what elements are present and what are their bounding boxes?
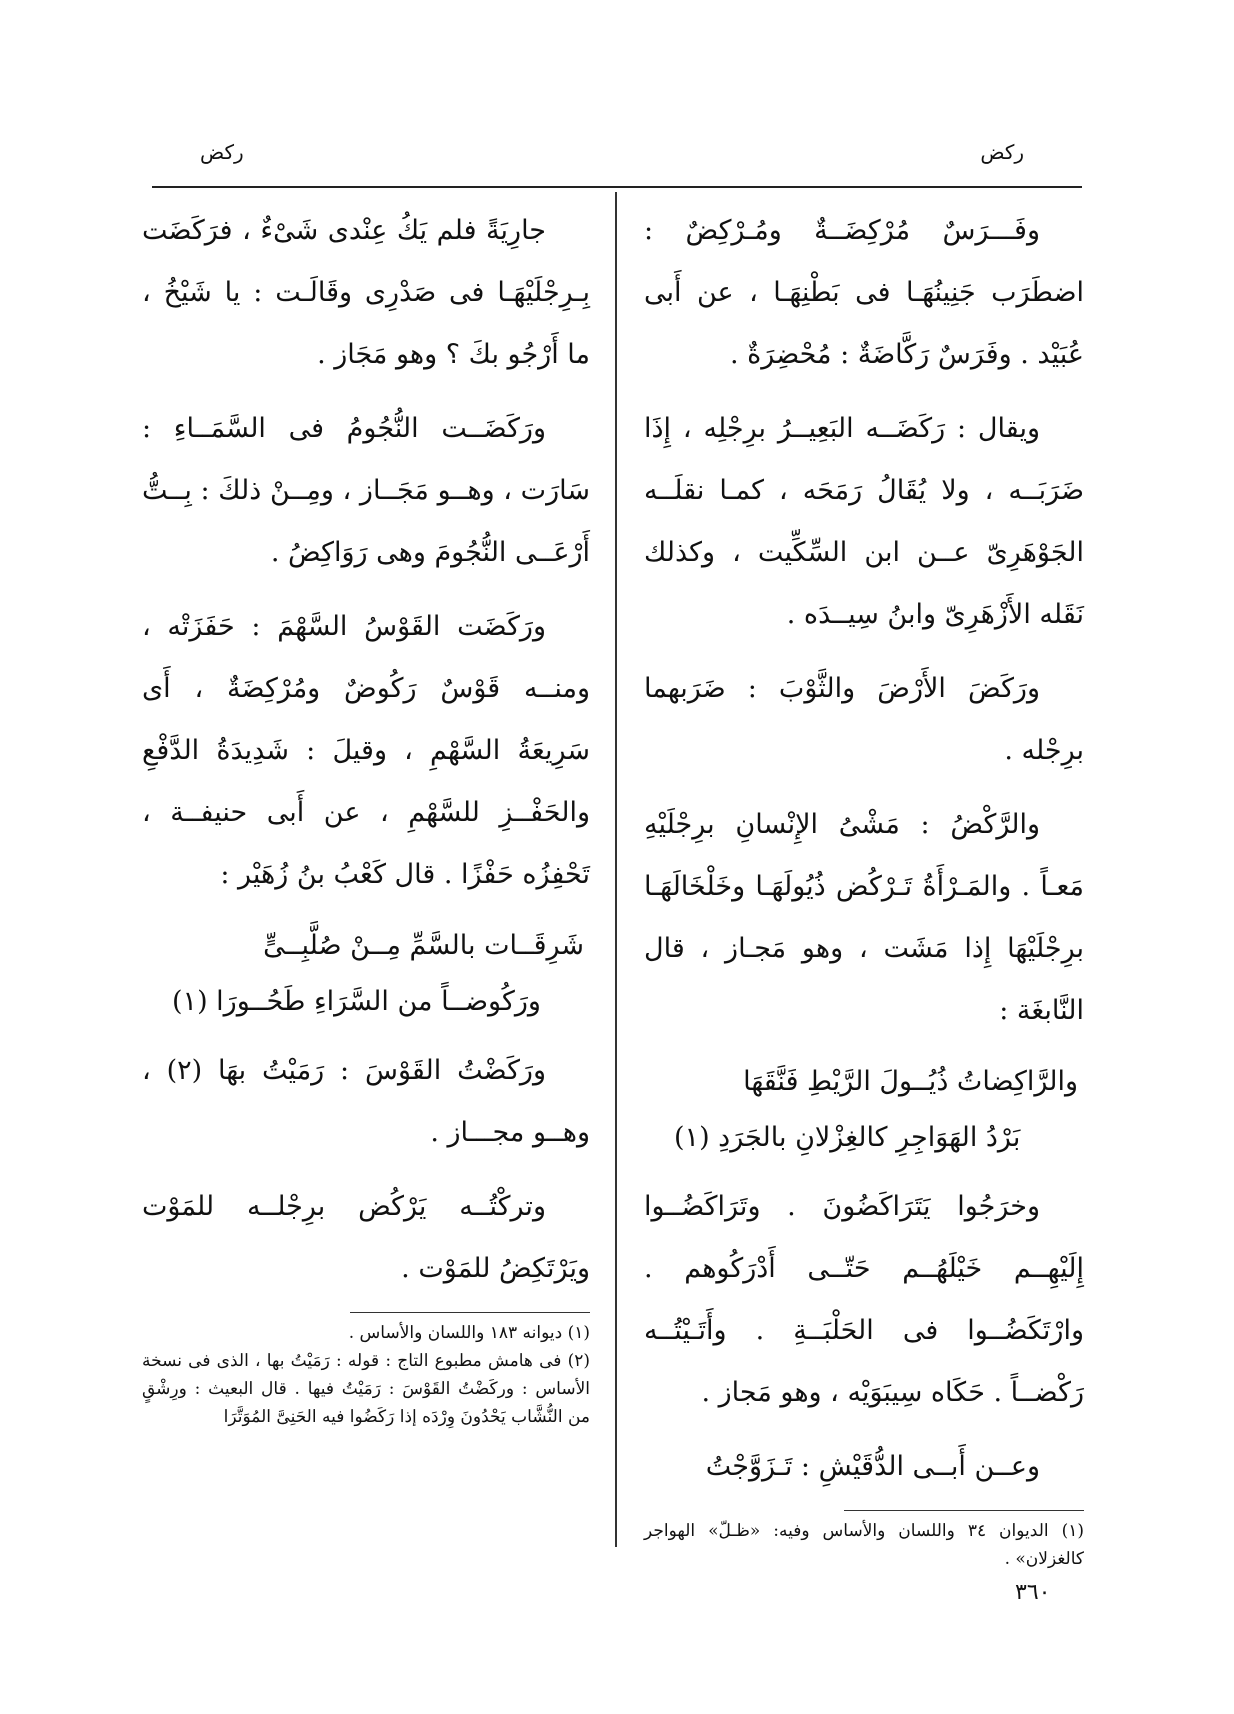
poem-verse [644,1054,1084,1166]
entry-paragraph: ورَكَضَت القَوْسُ السَّهْمَ : حَفَزَتْه ، ومنــه قَوْسٌ رَكُوضٌ ومُرْكِضَةٌ ، أَى سَرِيعَةُ السَّهْمِ ، وقيلَ : شَدِيدَةُ الدَّفْعِ والحَفْــزِ للسَّهْمِ ، عن أَبى حنيفــة ، تَحْفِزُه حَفْزًا . قال كَعْبُ بنُ زُهَيْر : [142,611,590,890]
footnote: (٢) فى هامش مطبوع التاج : قوله : رَمَيْتُ بها ، الذى فى نسخة الأساس : وركَضْتُ القَوْسَ : رَمَيْتُ فيها . قال البعيث : ورِشْقٍ من النُّشَّاب يَحْدُونَ وِرْدَه إذا رَكَضُوا فيه الحَنِىَّ المُوَتَّرَا [142,1351,590,1427]
entry-paragraph: وتركْتُــه يَرْكُض برِجْلــه للمَوْت ويَرْتَكِضُ للمَوْت . [142,1191,590,1284]
entry-paragraph: وعــن أَبــى الدُّقَيْشِ : تَـزَوَّجْتُ [705,1451,1040,1482]
footnote-rule [350,1312,590,1313]
entry-paragraph: ويقال : رَكَضَــه البَعِيــرُ برِجْلِه ، إِذَا ضَرَبَــه ، ولا يُقَالُ رَمَحَه ، كمـا نقلَــه الجَوْهَرِىّ عــن ابن السِّكِّيت ، وكذلك نَقَله الأَزْهَرِىّ وابنُ سِيــدَه . [644,413,1084,630]
header-rule [152,186,1082,188]
footnote: (١) ديوانه ١٨٣ واللسان والأساس . [348,1323,590,1343]
entry-paragraph: وفَـــرَسٌ مُرْكِضَــةٌ ومُـرْكِضٌ : اضطَرَب جَنِينُهَـا فى بَطْنِهَـا ، عن أَبى عُبَيْد . وفَرَسٌ رَكَّاضَةٌ : مُحْضِرَةٌ . [644,215,1084,370]
page-number: ٣٦٠ [1015,1580,1051,1605]
footnote: (١) الديوان ٣٤ واللسان والأساس وفيه: «ظـلّ» الهواجر كالغزلان» . [644,1521,1084,1569]
left-column [142,200,590,1431]
verse-hemistich-second: بَرْدُ الهَوَاجِرِ كالغِزْلانِ بالجَرَدِ (١) [674,1122,1021,1153]
running-header-left: ركض [200,140,244,164]
poem-verse [142,918,590,1030]
entry-paragraph: ورَكَضْتُ القَوْسَ : رَمَيْتُ بهَا (٢) ، وهــو مجـــاز . [142,1055,590,1148]
verse-hemistich-first: شَرِقَــات بالسَّمِّ مِــنْ صُلَّبِــىٍّ [263,930,584,961]
entry-paragraph: ورَكَضَــت النُّجُومُ فى السَّمَــاءِ : سَارَت ، وهــو مَجَــاز ، ومِــنْ ذلكَ : بِــتُّ أَرْعَــى النُّجُومَ وهى رَوَاكِضُ . [142,413,590,568]
footnote-rule [844,1510,1084,1511]
entry-paragraph: ورَكَضَ الأَرْضَ والثَّوْبَ : ضَرَبهما برِجْله . [644,673,1084,766]
column-divider [615,192,617,1547]
verse-hemistich-first: والرَّاكِضاتُ ذُيُــولَ الرَّيْطِ فَنَّقَهَا [743,1066,1078,1097]
entry-paragraph: والرَّكْضُ : مَشْىُ الإِنْسانِ برِجْلَيْهِ مَعـاً . والمَـرْأَةُ تَـرْكُض ذُيُولَهَـا وخَلْخَالَهَـا برِجْلَيْهَا إِذا مَشَت ، وهو مَجـاز ، قال النَّابغَة : [644,809,1084,1026]
right-column [644,200,1084,1573]
running-header-right: ركض [980,140,1024,164]
verse-hemistich-second: ورَكُوضــاً من السَّرَاءِ طَحُــورَا (١) [172,986,541,1017]
entry-paragraph: جارِيَةً فلم يَكُ عِنْدى شَىْءٌ ، فرَكَضَت بِـرِجْلَيْهَـا فى صَدْرِى وقَالَـت : يا شَيْخُ ، ما أَرْجُو بكَ ؟ وهو مَجَاز . [142,215,590,370]
entry-paragraph: وخرَجُوا يَتَرَاكَضُونَ . وتَرَاكَضُــوا إِلَيْهِــم خَيْلَهُــم حَتّــى أَدْرَكُوهم . وارْتَكَضُــوا فى الحَلْبَــةِ . وأَتَـيْتُــه رَكْضــاً . حَكَاه سِيبَوَيْه ، وهو مَجاز . [644,1191,1084,1408]
